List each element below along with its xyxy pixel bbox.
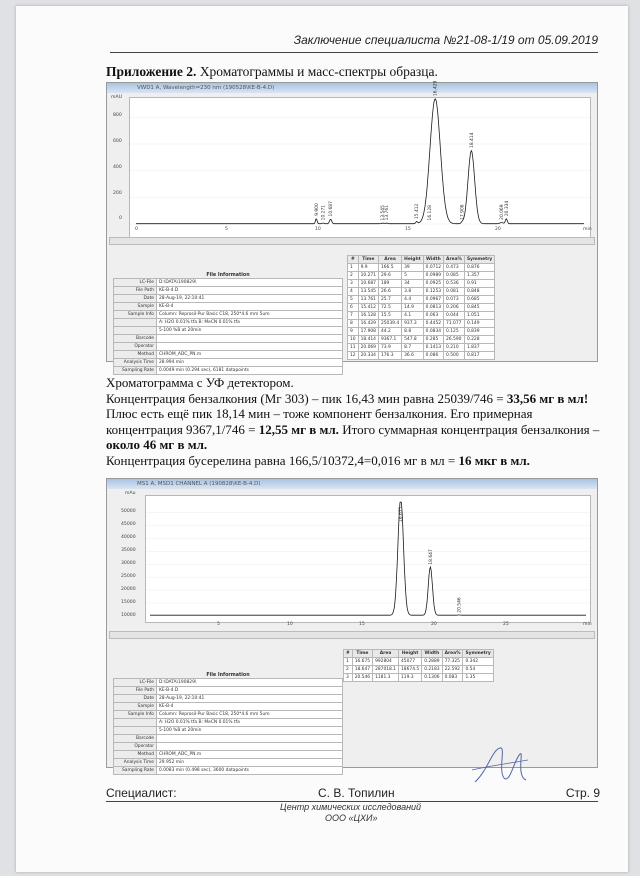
- info-row: [114, 311, 343, 319]
- table-cell: 119.3: [399, 674, 422, 682]
- footer-role: Специалист:: [106, 786, 177, 800]
- uv-trace-line: [136, 99, 584, 224]
- table-cell: 11: [348, 344, 359, 352]
- info-key: [114, 319, 157, 327]
- table-cell: 9.9: [358, 264, 378, 272]
- table-cell: 0.228: [464, 336, 494, 344]
- table-cell: 0.2183: [422, 666, 442, 674]
- table-cell: 36.6: [402, 352, 424, 360]
- table-header-cell: Width: [422, 650, 442, 658]
- info-value: CHROM_ADC_PN.m: [157, 351, 343, 359]
- table-row: [348, 304, 495, 312]
- table-header-cell: Width: [423, 256, 443, 264]
- table-cell: 34: [402, 280, 424, 288]
- info-row: [114, 319, 343, 327]
- table-row: [348, 264, 495, 272]
- table-cell: 3: [344, 674, 353, 682]
- peak-label: 10.687: [329, 201, 335, 217]
- table-cell: 0.1306: [422, 674, 442, 682]
- info-value: D:\DATA\190829\: [157, 279, 343, 287]
- y-tick: 0: [119, 216, 122, 221]
- info-value: 5-100 %B at 20min: [157, 727, 343, 735]
- table-cell: 3.8: [402, 288, 424, 296]
- peak-label: 20.334: [504, 200, 510, 217]
- info-row: [114, 735, 343, 743]
- table-cell: 13.545: [358, 288, 378, 296]
- peak-label: 15.412: [415, 203, 421, 220]
- info-value: KE-B-4: [157, 703, 343, 711]
- x-tick: 10: [315, 227, 321, 232]
- info-key: File Path: [114, 287, 157, 295]
- info-row: [114, 327, 343, 335]
- table-cell: 7: [348, 312, 359, 320]
- info-row: [114, 351, 343, 359]
- info-row: [114, 727, 343, 735]
- table-cell: 0.0712: [423, 264, 443, 272]
- table-cell: 1.837: [464, 344, 494, 352]
- peak-label: 20.069: [499, 204, 505, 220]
- table-cell: 0.845: [464, 304, 494, 312]
- table-cell: 77.325: [442, 658, 463, 666]
- info-row: [114, 687, 343, 695]
- y-tick: 35000: [121, 548, 136, 553]
- table-cell: 0.073: [444, 296, 465, 304]
- table-header-cell: Height: [402, 256, 424, 264]
- table-row: [348, 344, 495, 352]
- y-tick: 600: [113, 139, 122, 144]
- table-cell: 25039.4: [378, 320, 401, 328]
- text-second-peak: Плюс есть ещё пик 18,14 мин – тоже компонент бензалкония. Его примерная концентрация 9367,1/746 = 12,55 мг в мл. Итого суммарная концентрация бензалкония – около 46 мг в мл.: [106, 406, 600, 452]
- table-cell: 5: [348, 296, 359, 304]
- x-tick: 0: [135, 227, 138, 232]
- info-value: Column: Reprosil-Pur Basic C18, 250*4.6 mm 5um: [157, 311, 343, 319]
- table-cell: 9367.1: [378, 336, 401, 344]
- table-cell: 9: [348, 328, 359, 336]
- table-cell: 0.2889: [422, 658, 442, 666]
- file-information-panel: [113, 273, 343, 375]
- x-tick: 5: [225, 227, 228, 232]
- table-row: [344, 658, 494, 666]
- table-row: [348, 296, 495, 304]
- table-cell: 0.0925: [423, 280, 443, 288]
- peak-label: 18.414: [469, 132, 475, 148]
- table-cell: 189: [378, 280, 401, 288]
- footer-org-line1: Центр химических исследований: [280, 802, 422, 812]
- info-key: Method: [114, 751, 157, 759]
- info-row: [114, 359, 343, 367]
- file-information-title: File Information: [206, 273, 250, 278]
- footer-name: С. В. Топилин: [318, 786, 395, 800]
- info-row: [114, 719, 343, 727]
- table-cell: 73.9: [378, 344, 401, 352]
- text-uv-caption: Хроматограмма с УФ детектором.: [106, 375, 294, 390]
- x-tick: 25: [503, 622, 509, 627]
- table-cell: 45077: [399, 658, 422, 666]
- info-value: 5-100 %B at 20min: [157, 327, 343, 335]
- info-key: Date: [114, 695, 157, 703]
- y-tick: 30000: [121, 561, 136, 566]
- table-cell: 0.044: [444, 312, 465, 320]
- table-cell: 2: [344, 666, 353, 674]
- info-value: KE-B-4.D: [157, 287, 343, 295]
- y-axis-unit: mAu: [125, 491, 136, 496]
- table-row: [348, 352, 495, 360]
- table-cell: 2: [348, 272, 359, 280]
- chromatogram-uv-title: VWD1 A, Wavelength=230 nm (190528\KE-B-4.D): [107, 83, 597, 93]
- table-cell: 0.876: [464, 264, 494, 272]
- info-key: Analysis Time: [114, 359, 157, 367]
- info-row: [114, 343, 343, 351]
- table-cell: 15.412: [358, 304, 378, 312]
- table-cell: 16.429: [358, 320, 378, 328]
- table-cell: 18.647: [352, 666, 372, 674]
- info-value: [157, 335, 343, 343]
- table-row: [348, 328, 495, 336]
- peak-label: 16.128: [428, 205, 434, 221]
- table-cell: 5: [402, 272, 424, 280]
- table-cell: 0.1413: [423, 344, 443, 352]
- table-cell: 0.0967: [423, 296, 443, 304]
- page-header: Заключение специалиста №21-08-1/19 от 05.09.2019: [293, 33, 598, 47]
- info-key: Sample: [114, 703, 157, 711]
- peak-label: 16.675: [399, 506, 405, 522]
- info-row: [114, 751, 343, 759]
- table-cell: 0.536: [444, 280, 465, 288]
- table-header-cell: Time: [352, 650, 372, 658]
- table-cell: 10: [348, 336, 359, 344]
- chromatogram-ms-title: MS1 A, MSD1 CHANNEL A (190828\KE-B-4.D): [107, 479, 597, 489]
- table-cell: 72.5: [378, 304, 401, 312]
- file-information-title: File Information: [206, 673, 250, 678]
- info-value: [157, 743, 343, 751]
- table-cell: 0.085: [444, 272, 465, 280]
- appendix-label: Приложение 2.: [106, 64, 197, 79]
- text-buserelin-concentration: Концентрация бусерелина равна 166,5/10372,4=0,016 мг в мл = 16 мкг в мл.: [106, 452, 530, 468]
- peak-label: 13.545: [381, 205, 387, 221]
- table-cell: 10.687: [358, 280, 378, 288]
- x-tick: 10: [287, 622, 293, 627]
- table-row: [344, 666, 494, 674]
- table-cell: 16.128: [358, 312, 378, 320]
- table-header-cell: Area%: [442, 650, 463, 658]
- table-cell: 166.5: [378, 264, 401, 272]
- table-row: [348, 320, 495, 328]
- table-cell: 20.546: [352, 674, 372, 682]
- table-cell: 1181.3: [373, 674, 399, 682]
- table-cell: 8: [348, 320, 359, 328]
- x-tick: 20: [495, 227, 501, 232]
- peak-label: 18.647: [428, 549, 434, 565]
- file-information-panel: [113, 673, 343, 775]
- table-row: [348, 312, 495, 320]
- peak-table-ms: [343, 649, 494, 682]
- info-key: [114, 727, 157, 735]
- text-benzalkonium-concentration: Концентрация бензалкония (Мг 303) – пик 16,43 мин равна 25039/746 = 33,56 мг в мл!: [106, 390, 589, 406]
- info-row: [114, 295, 343, 303]
- table-cell: 1.35: [463, 674, 493, 682]
- table-cell: 0.125: [444, 328, 465, 336]
- info-row: [114, 695, 343, 703]
- table-cell: 0.473: [444, 264, 465, 272]
- info-key: Sampling Rate: [114, 367, 157, 375]
- peak-label: 17.908: [460, 204, 466, 220]
- info-key: LC-File: [114, 679, 157, 687]
- table-cell: 20.069: [358, 344, 378, 352]
- x-tick: 20: [431, 622, 437, 627]
- table-cell: 26.6: [378, 288, 401, 296]
- table-cell: 26.590: [444, 336, 465, 344]
- table-cell: 0.063: [423, 312, 443, 320]
- table-header-cell: Time: [358, 256, 378, 264]
- y-tick: 20000: [121, 587, 136, 592]
- y-tick: 800: [113, 113, 122, 118]
- table-cell: 6: [348, 304, 359, 312]
- table-header-row: [348, 256, 495, 264]
- info-key: Analysis Time: [114, 759, 157, 767]
- y-tick: 15000: [121, 600, 136, 605]
- table-cell: 18.414: [358, 336, 378, 344]
- table-cell: 1.051: [464, 312, 494, 320]
- info-key: [114, 327, 157, 335]
- table-cell: 17.908: [358, 328, 378, 336]
- table-cell: 4.1: [402, 312, 424, 320]
- info-value: D:\DATA\190829\: [157, 679, 343, 687]
- info-value: A: H2O 0.01% tfa B: MeCN 0.01% tfa: [157, 719, 343, 727]
- footer-org-line2: ООО «ЦХИ»: [325, 813, 378, 823]
- info-row: [114, 743, 343, 751]
- info-key: Operator: [114, 343, 157, 351]
- table-cell: 0.285: [423, 336, 443, 344]
- analysis-text: [106, 375, 606, 468]
- table-cell: 0.4452: [423, 320, 443, 328]
- info-row: [114, 303, 343, 311]
- peak-table-panel: [343, 649, 494, 682]
- table-cell: 937.3: [402, 320, 424, 328]
- table-cell: 13.761: [358, 296, 378, 304]
- info-value: 28.994 min: [157, 359, 343, 367]
- table-cell: 0.0813: [423, 304, 443, 312]
- footer-page-number: Стр. 9: [565, 786, 600, 800]
- file-information-table: [113, 278, 343, 375]
- info-value: 0.0083 min (0.498 sec), 3600 datapoints: [157, 767, 343, 775]
- info-key: Sample: [114, 303, 157, 311]
- info-row: [114, 367, 343, 375]
- table-cell: 29.6: [378, 272, 401, 280]
- info-value: 0.0049 min (0.294 sec), 6181 datapoints: [157, 367, 343, 375]
- table-header-cell: Area: [373, 650, 399, 658]
- y-tick: 50000: [121, 509, 136, 514]
- table-cell: 15.5: [378, 312, 401, 320]
- table-header-cell: Area: [378, 256, 401, 264]
- table-header-cell: #: [344, 650, 353, 658]
- x-axis-unit: min: [583, 622, 592, 627]
- appendix-title: [106, 64, 438, 80]
- table-cell: 0.839: [464, 328, 494, 336]
- info-value: A: H2O 0.01% tfa B: MeCN 0.01% tfa: [157, 319, 343, 327]
- table-cell: 39: [402, 264, 424, 272]
- table-cell: 547.8: [402, 336, 424, 344]
- table-cell: 0.342: [463, 658, 493, 666]
- table-cell: 0.149: [464, 320, 494, 328]
- table-cell: 4.4: [402, 296, 424, 304]
- table-cell: 0.0834: [423, 328, 443, 336]
- peak-label: 13.761: [385, 205, 391, 221]
- table-cell: 0.206: [444, 304, 465, 312]
- header-rule: [110, 52, 598, 53]
- info-row: [114, 767, 343, 775]
- peak-label: 9.900: [314, 203, 320, 216]
- table-cell: 0.685: [464, 296, 494, 304]
- info-key: Sample Info: [114, 311, 157, 319]
- x-tick: 5: [217, 622, 220, 627]
- info-row: [114, 287, 343, 295]
- info-value: 28-Aug-19, 22:10:41: [157, 695, 343, 703]
- y-axis-unit: mAU: [111, 95, 122, 100]
- y-tick: 10000: [121, 613, 136, 618]
- y-tick: 200: [113, 191, 122, 196]
- table-cell: 44.2: [378, 328, 401, 336]
- info-key: Sampling Rate: [114, 767, 157, 775]
- appendix-text: Хроматограммы и масс-спектры образца.: [199, 64, 438, 79]
- info-key: Barcode: [114, 335, 157, 343]
- table-cell: 0.210: [444, 344, 465, 352]
- peak-label: 16.429: [433, 80, 439, 97]
- table-cell: 0.1253: [423, 288, 443, 296]
- table-cell: 8.8: [402, 328, 424, 336]
- info-value: Column: Reprosil-Pur Basic C18, 250*4.6 mm 5um: [157, 711, 343, 719]
- table-header-row: [344, 650, 494, 658]
- table-cell: 0.848: [464, 288, 494, 296]
- table-cell: 1: [348, 264, 359, 272]
- table-cell: 3: [348, 280, 359, 288]
- table-cell: 16.675: [352, 658, 372, 666]
- y-tick: 25000: [121, 574, 136, 579]
- info-key: Sample Info: [114, 711, 157, 719]
- table-cell: 10.271: [358, 272, 378, 280]
- table-header-cell: #: [348, 256, 359, 264]
- table-cell: 0.083: [442, 674, 463, 682]
- table-cell: 0.0989: [423, 272, 443, 280]
- info-key: File Path: [114, 687, 157, 695]
- table-cell: 4: [348, 288, 359, 296]
- peak-table-uv: [347, 255, 495, 360]
- info-key: Method: [114, 351, 157, 359]
- info-value: [157, 735, 343, 743]
- chromatogram-ms-svg: [146, 496, 590, 622]
- table-cell: 1: [344, 658, 353, 666]
- horizontal-scrollbar[interactable]: [109, 631, 595, 639]
- info-row: [114, 679, 343, 687]
- info-key: LC-File: [114, 279, 157, 287]
- horizontal-scrollbar[interactable]: [109, 237, 595, 245]
- table-row: [348, 336, 495, 344]
- table-cell: 0.91: [464, 280, 494, 288]
- y-tick: 45000: [121, 522, 136, 527]
- info-value: 29.952 min: [157, 759, 343, 767]
- peak-table-panel: [347, 255, 495, 360]
- table-cell: 20.334: [358, 352, 378, 360]
- info-key: [114, 719, 157, 727]
- table-cell: 14.9: [402, 304, 424, 312]
- table-cell: 0.817: [464, 352, 494, 360]
- info-key: Barcode: [114, 735, 157, 743]
- table-header-cell: Area%: [444, 256, 465, 264]
- table-cell: 8.7: [402, 344, 424, 352]
- info-value: [157, 343, 343, 351]
- table-cell: 176.3: [378, 352, 401, 360]
- chromatogram-uv-screenshot: [106, 80, 598, 373]
- table-cell: 18674.5: [399, 666, 422, 674]
- info-row: [114, 759, 343, 767]
- table-row: [348, 272, 495, 280]
- info-value: CHROM_ADC_PN.m: [157, 751, 343, 759]
- table-cell: 25.7: [378, 296, 401, 304]
- x-tick: 15: [359, 622, 365, 627]
- info-row: [114, 279, 343, 287]
- table-cell: 12: [348, 352, 359, 360]
- chromatogram-ms-screenshot: [106, 478, 598, 773]
- table-cell: 287018.1: [373, 666, 399, 674]
- info-key: Operator: [114, 743, 157, 751]
- signature-image: [470, 740, 530, 790]
- table-header-cell: Symmetry: [463, 650, 493, 658]
- info-value: KE-B-4: [157, 303, 343, 311]
- chromatogram-ms-plot: [145, 495, 591, 623]
- y-tick: 40000: [121, 535, 136, 540]
- table-cell: 0.500: [444, 352, 465, 360]
- table-header-cell: Symmetry: [464, 256, 494, 264]
- table-cell: 0.086: [423, 352, 443, 360]
- ms-trace-line: [150, 502, 586, 615]
- file-information-table: [113, 678, 343, 775]
- info-key: Date: [114, 295, 157, 303]
- info-value: 28-Aug-19, 22:10:41: [157, 295, 343, 303]
- y-tick: 400: [113, 165, 122, 170]
- table-cell: 1.357: [464, 272, 494, 280]
- table-header-cell: Height: [399, 650, 422, 658]
- table-cell: 992804: [373, 658, 399, 666]
- table-cell: 71.077: [444, 320, 465, 328]
- info-value: KE-B-4.D: [157, 687, 343, 695]
- table-row: [348, 280, 495, 288]
- peak-label: 20.546: [457, 597, 463, 613]
- x-axis-unit: min: [583, 227, 592, 232]
- table-cell: 22.592: [442, 666, 463, 674]
- info-row: [114, 335, 343, 343]
- info-row: [114, 703, 343, 711]
- table-cell: 0.081: [444, 288, 465, 296]
- x-tick: 15: [405, 227, 411, 232]
- table-row: [348, 288, 495, 296]
- table-cell: 0.54: [463, 666, 493, 674]
- table-row: [344, 674, 494, 682]
- peak-label: 10.271: [321, 204, 327, 221]
- info-row: [114, 711, 343, 719]
